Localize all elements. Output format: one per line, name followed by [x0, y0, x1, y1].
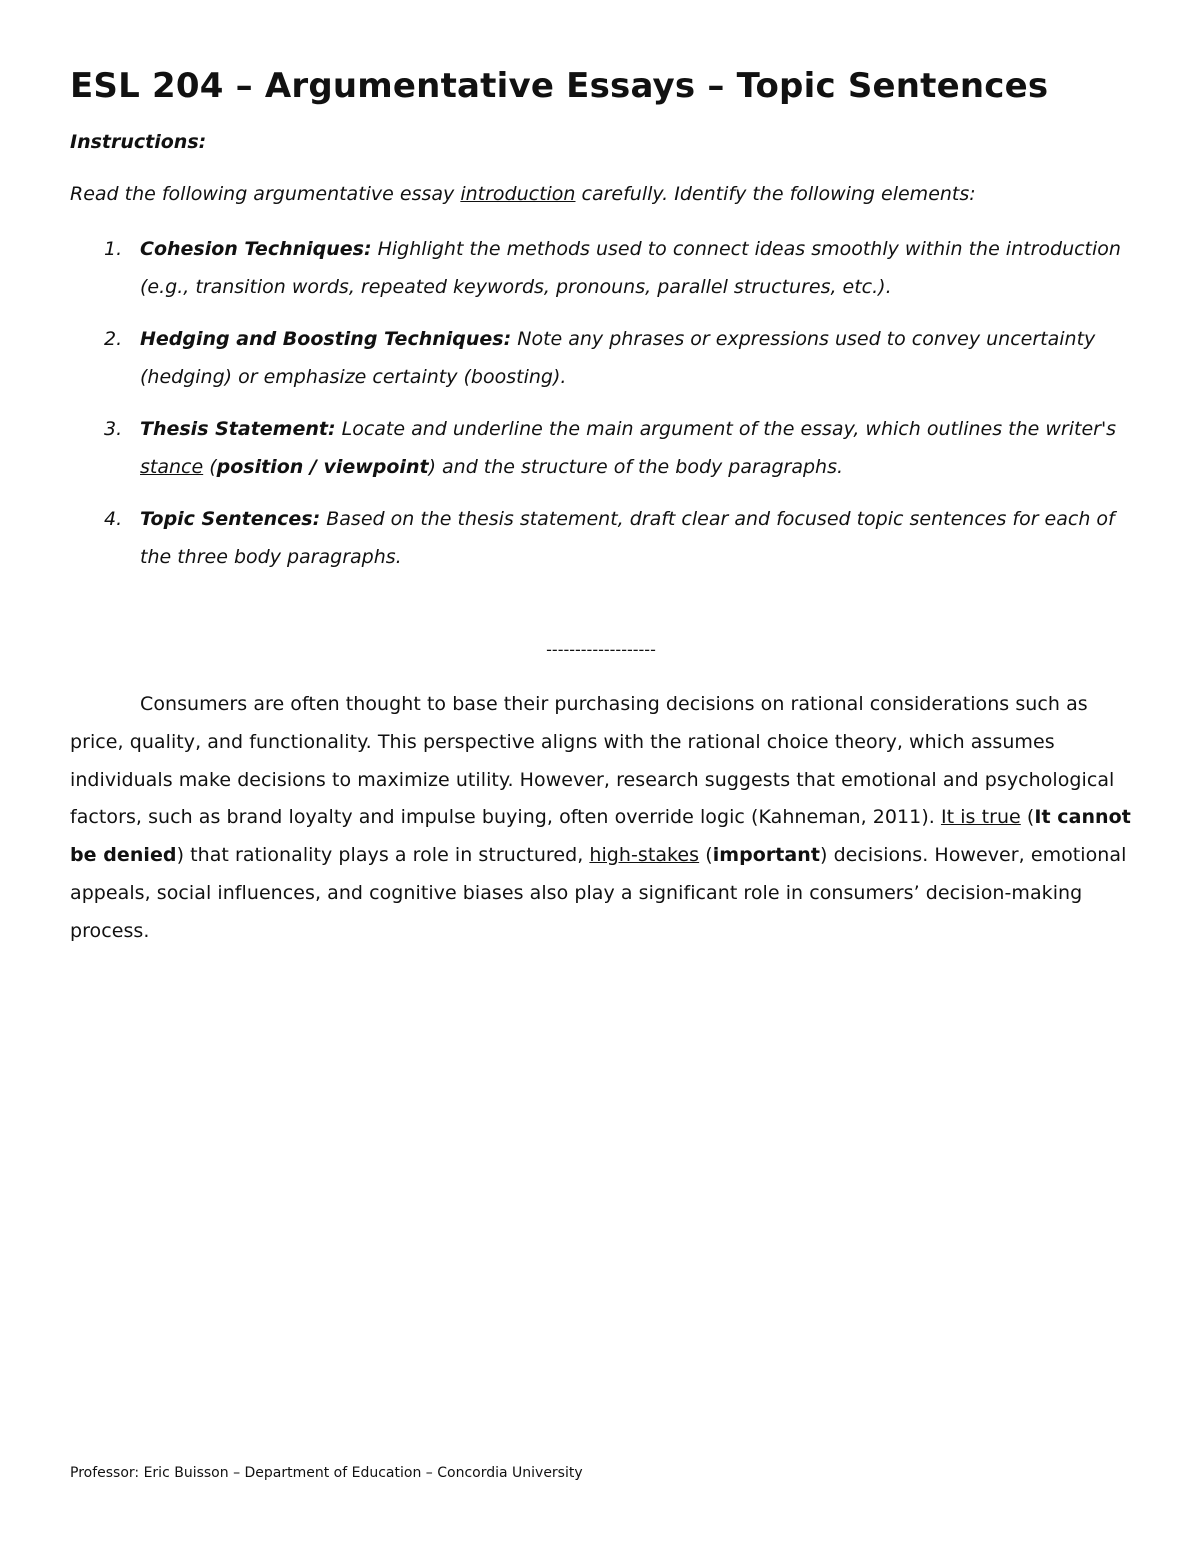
list-item-text: Highlight the methods used to connect ideas smoothly within the introduction (e.g., transition words, repeated keywords, pronouns, parallel structures, etc.).: [140, 238, 1121, 298]
list-item-number: 2.: [104, 328, 123, 350]
list-item-number: 1.: [104, 238, 123, 260]
essay-text: Consumers are often thought to base their purchasing decisions on rational considerations such as price, quality, and functionality. This perspective aligns with the rational choice theory, which assumes individuals make decisions to maximize utility. However, research suggests that emotional and psychological factors, such as brand loyalty and impulse buying, often override logic (Kahneman, 2011).: [70, 693, 1115, 829]
list-item-text: (: [203, 456, 217, 478]
essay-underlined-phrase: It is true: [940, 806, 1021, 829]
list-item-heading: Thesis Statement:: [140, 418, 336, 440]
list-item: [70, 320, 1132, 396]
essay-bold-phrase: important: [712, 844, 821, 867]
intro-text-after: carefully. Identify the following elements:: [575, 183, 976, 205]
instructions-label: Instructions:: [70, 131, 207, 153]
list-item: [70, 230, 1132, 306]
list-item-text: Note any phrases or expressions used to convey uncertainty (hedging) or emphasize certainty (boosting).: [140, 328, 1096, 388]
essay-underlined-phrase: high-stakes: [589, 844, 700, 867]
list-item-underlined-word: stance: [140, 456, 204, 478]
list-item-heading: Cohesion Techniques:: [140, 238, 372, 260]
list-item-number: 3.: [104, 418, 123, 440]
instructions-intro: [70, 183, 976, 205]
list-item-bold-phrase: position / viewpoint: [216, 456, 429, 478]
list-item-text: Based on the thesis statement, draft clear and focused topic sentences for each of the three body paragraphs.: [140, 508, 1115, 568]
list-item-heading: Hedging and Boosting Techniques:: [140, 328, 512, 350]
essay-bold-phrase: It cannot be denied: [70, 806, 1131, 867]
instructions-list: [70, 230, 1132, 590]
list-item-heading: Topic Sentences:: [140, 508, 321, 530]
essay-text: (: [699, 844, 713, 867]
list-item: [70, 410, 1132, 486]
list-item: [70, 500, 1132, 576]
intro-text-before: Read the following argumentative essay: [70, 183, 461, 205]
essay-introduction-paragraph: [70, 686, 1132, 951]
list-item-text: ) and the structure of the body paragraphs.: [428, 456, 844, 478]
essay-text: (: [1020, 806, 1035, 829]
page-footer: Professor: Eric Buisson – Department of Education – Concordia University: [70, 1465, 583, 1481]
essay-text: ) decisions. However, emotional appeals, social influences, and cognitive biases also play a significant role in consumers’ decision-making process.: [70, 844, 1127, 942]
section-divider: -------------------: [546, 640, 656, 659]
essay-text: ) that rationality plays a role in structured,: [176, 844, 590, 867]
list-item-text: Locate and underline the main argument of the essay, which outlines the writer's: [335, 418, 1117, 440]
list-item-number: 4.: [104, 508, 123, 530]
document-title: ESL 204 – Argumentative Essays – Topic Sentences: [70, 66, 1049, 106]
intro-underlined-word: introduction: [460, 183, 576, 205]
